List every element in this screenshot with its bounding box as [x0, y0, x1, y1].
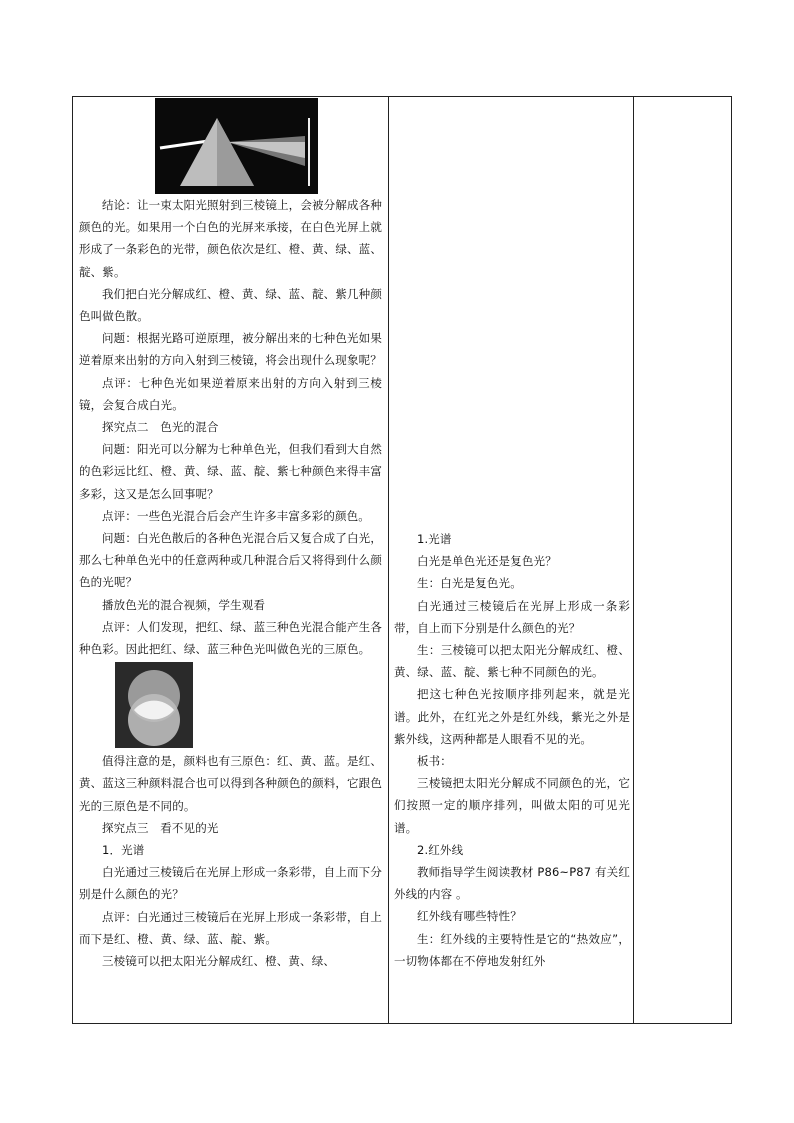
middle-column	[389, 96, 634, 972]
question-colors: 问题：阳光可以分解为七种单色光，但我们看到大自然的色彩远比红、橙、黄、绿、蓝、靛、紫七种颜色来得丰富多彩，这又是怎么回事呢？	[79, 442, 382, 501]
mid-student-answer-1: 生：白光是复色光。	[417, 576, 522, 591]
section-heading-invisible-light: 探究点三 看不见的光	[102, 820, 219, 835]
middle-column-spacer	[394, 96, 630, 528]
color-mixing-circles-image	[115, 662, 193, 748]
conclusion-paragraph: 结论：让一束太阳光照射到三棱镜上，会被分解成各种颜色的光。如果用一个白色的光屏来承接，在白色光屏上就形成了一条彩色的光带，颜色依次是红、橙、黄、绿、蓝、靛、紫。	[79, 198, 382, 279]
mid-student-answer-2: 生：三棱镜可以把太阳光分解成红、橙、黄、绿、蓝、靛、紫七种不同颜色的光。	[394, 643, 630, 680]
section-heading-color-mixing: 探究点二 色光的混合	[102, 420, 219, 435]
mid-question-infrared: 红外线有哪些特性？	[417, 909, 522, 924]
prism-dispersion-image	[155, 98, 318, 194]
comment-primary-colors: 点评：人们发现，把红、绿、蓝三种色光混合能产生各种色彩。因此把红、绿、蓝三种色光叫做色光的三原色。	[79, 619, 382, 657]
left-column	[73, 96, 388, 972]
comment-recombine: 点评：七种色光如果逆着原来出射的方向入射到三棱镜，会复合成白光。	[79, 375, 382, 412]
mid-student-answer-3: 生：红外线的主要特性是它的“热效应”，一切物体都在不停地发射红外	[394, 931, 630, 968]
mid-subheading-infrared: 2.红外线	[417, 842, 464, 857]
subheading-spectrum: 1．光谱	[102, 843, 145, 858]
mid-subheading-spectrum: 1.光谱	[417, 532, 452, 546]
question-reversibility: 问题：根据光路可逆原理，被分解出来的七种色光如果逆着原来出射的方向入射到三棱镜，将会出现什么现象呢？	[79, 331, 382, 368]
comment-mixing: 点评：一些色光混合后会产生许多丰富多彩的颜色。	[102, 508, 370, 523]
question-spectrum: 白光通过三棱镜后在光屏上形成一条彩带，自上而下分别是什么颜色的光？	[79, 865, 382, 902]
mid-board-content: 三棱镜把太阳光分解成不同颜色的光，它们按照一定的顺序排列，叫做太阳的可见光谱。	[394, 776, 630, 835]
mid-teacher-instruction: 教师指导学生阅读教材 P86~P87 有关红外线的内容 。	[394, 865, 630, 902]
dispersion-definition: 我们把白光分解成红、橙、黄、绿、蓝、靛、紫几种颜色叫做色散。	[79, 286, 382, 324]
right-column-empty	[634, 96, 731, 1024]
question-mix-result: 问题：白光色散后的各种色光混合后又复合成了白光，那么七种单色光中的任意两种或几种混合后又将得到什么颜色的光呢？	[79, 531, 382, 590]
pigment-note: 值得注意的是，颜料也有三原色：红、黄、蓝。是红、黄、蓝这三种颜料混合也可以得到各种颜色的颜料，它跟色光的三原色是不同的。	[79, 754, 382, 813]
video-note: 播放色光的混合视频，学生观看	[102, 597, 266, 612]
comment-spectrum: 点评：白光通过三棱镜后在光屏上形成一条彩带，自上而下是红、橙、黄、绿、蓝、靛、紫。	[79, 909, 382, 946]
mid-board-heading: 板书：	[417, 754, 452, 769]
mid-spectrum-explanation: 把这七种色光按顺序排列起来，就是光谱。此外，在红光之外是红外线，紫光之外是紫外线，这两种都是人眼看不见的光。	[394, 687, 630, 746]
mid-question-white-light: 白光是单色光还是复色光？	[417, 554, 557, 569]
mid-question-band: 白光通过三棱镜后在光屏上形成一条彩带，自上而下分别是什么颜色的光？	[394, 598, 630, 635]
prism-paragraph: 三棱镜可以把太阳光分解成红、橙、黄、绿、	[102, 954, 335, 969]
